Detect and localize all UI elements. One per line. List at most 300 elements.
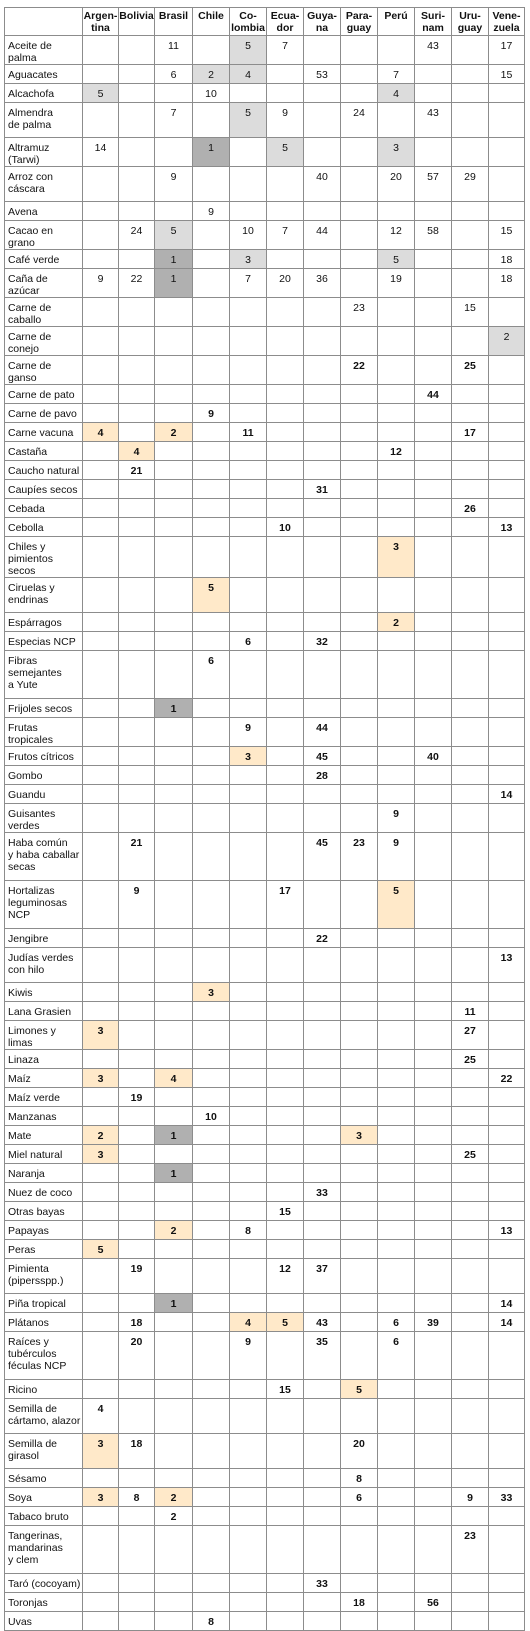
table-cell [415, 1574, 452, 1593]
row-label: Jengibre [5, 929, 83, 948]
table-cell [415, 578, 452, 613]
table-row [5, 103, 525, 138]
table-cell [267, 1164, 304, 1183]
table-cell [341, 1107, 378, 1126]
table-cell [415, 423, 452, 442]
table-cell: 2 [489, 327, 525, 356]
table-cell [415, 1183, 452, 1202]
table-row [5, 221, 525, 250]
table-cell: 8 [119, 1488, 155, 1507]
table-cell [193, 1221, 230, 1240]
table-cell: 9 [378, 804, 415, 833]
table-cell [230, 499, 267, 518]
row-label: Avena [5, 202, 83, 221]
table-cell [341, 385, 378, 404]
table-cell: 44 [304, 718, 341, 747]
table-cell [415, 1469, 452, 1488]
table-cell [267, 804, 304, 833]
table-cell [119, 747, 155, 766]
table-cell [267, 699, 304, 718]
row-label: Guandu [5, 785, 83, 804]
table-cell [378, 404, 415, 423]
table-cell [378, 651, 415, 699]
table-cell [415, 202, 452, 221]
table-cell [415, 804, 452, 833]
table-cell [193, 929, 230, 948]
table-cell: 5 [267, 138, 304, 167]
table-cell [489, 1202, 525, 1221]
table-cell [193, 613, 230, 632]
table-cell: 33 [304, 1574, 341, 1593]
table-cell [378, 298, 415, 327]
table-cell: 9 [230, 1332, 267, 1380]
table-row [5, 1050, 525, 1069]
table-cell [489, 718, 525, 747]
table-cell [452, 1612, 489, 1631]
table-cell [193, 1332, 230, 1380]
table-cell [267, 65, 304, 84]
table-cell [378, 929, 415, 948]
table-cell: 8 [193, 1612, 230, 1631]
table-row [5, 1259, 525, 1294]
column-header: Para- guay [341, 8, 378, 36]
table-cell [489, 881, 525, 929]
column-header: Ecua- dor [267, 8, 304, 36]
table-cell [415, 537, 452, 578]
table-cell [267, 480, 304, 499]
table-cell [119, 537, 155, 578]
table-cell [83, 65, 119, 84]
table-cell [119, 1164, 155, 1183]
table-cell [155, 1574, 193, 1593]
table-cell [489, 202, 525, 221]
table-cell [341, 699, 378, 718]
table-cell [267, 983, 304, 1002]
table-cell [489, 1434, 525, 1469]
table-cell [119, 1021, 155, 1050]
table-row [5, 269, 525, 298]
table-cell [267, 202, 304, 221]
table-cell [230, 442, 267, 461]
table-cell [378, 632, 415, 651]
table-cell [119, 804, 155, 833]
table-cell: 9 [452, 1488, 489, 1507]
table-cell: 12 [267, 1259, 304, 1294]
table-cell [378, 747, 415, 766]
column-header: Perú [378, 8, 415, 36]
table-cell: 57 [415, 167, 452, 202]
table-cell: 5 [230, 103, 267, 138]
table-cell [304, 1202, 341, 1221]
table-cell: 5 [378, 881, 415, 929]
table-row [5, 699, 525, 718]
table-cell [415, 1021, 452, 1050]
table-cell: 3 [83, 1021, 119, 1050]
table-cell [119, 1399, 155, 1434]
table-cell [267, 1069, 304, 1088]
table-cell [83, 385, 119, 404]
table-cell [193, 881, 230, 929]
table-cell [230, 1183, 267, 1202]
table-cell [378, 1507, 415, 1526]
table-cell [452, 1183, 489, 1202]
table-cell [119, 1183, 155, 1202]
table-cell [230, 651, 267, 699]
table-cell [230, 480, 267, 499]
table-cell [267, 250, 304, 269]
row-label: Taró (cocoyam) [5, 1574, 83, 1593]
table-cell [341, 766, 378, 785]
table-cell: 3 [83, 1145, 119, 1164]
table-cell [230, 1612, 267, 1631]
row-label: Toronjas [5, 1593, 83, 1612]
table-cell [452, 518, 489, 537]
table-cell [304, 423, 341, 442]
table-cell [119, 632, 155, 651]
row-label: Hortalizas leguminosas NCP [5, 881, 83, 929]
row-label: Tangerinas, mandarinas y clem [5, 1526, 83, 1574]
table-cell [155, 651, 193, 699]
table-cell [155, 84, 193, 103]
table-cell [193, 1202, 230, 1221]
table-cell [415, 269, 452, 298]
table-cell [230, 1507, 267, 1526]
table-cell [341, 1399, 378, 1434]
table-cell [193, 1240, 230, 1259]
table-cell [155, 404, 193, 423]
table-row [5, 1380, 525, 1399]
table-cell [230, 1145, 267, 1164]
table-cell [155, 881, 193, 929]
table-cell [230, 929, 267, 948]
table-cell [83, 804, 119, 833]
table-cell [119, 613, 155, 632]
table-cell [155, 385, 193, 404]
table-cell [193, 1183, 230, 1202]
table-cell: 36 [304, 269, 341, 298]
row-label: Papayas [5, 1221, 83, 1240]
row-label: Aguacates [5, 65, 83, 84]
table-cell [193, 1526, 230, 1574]
table-cell [415, 1612, 452, 1631]
table-cell [341, 480, 378, 499]
table-cell [341, 929, 378, 948]
table-cell [304, 404, 341, 423]
table-cell: 25 [452, 356, 489, 385]
table-cell [415, 613, 452, 632]
table-cell [304, 1399, 341, 1434]
row-label: Almendra de palma [5, 103, 83, 138]
table-cell [304, 518, 341, 537]
table-cell [415, 1221, 452, 1240]
table-cell [415, 1332, 452, 1380]
table-cell: 19 [378, 269, 415, 298]
table-cell [119, 1221, 155, 1240]
table-cell [452, 138, 489, 167]
row-label: Nuez de coco [5, 1183, 83, 1202]
table-cell [230, 1294, 267, 1313]
row-label: Cebada [5, 499, 83, 518]
row-label: Pimienta (pipersspp.) [5, 1259, 83, 1294]
table-cell [230, 948, 267, 983]
table-cell [489, 1088, 525, 1107]
table-cell: 5 [230, 36, 267, 65]
table-cell [452, 1294, 489, 1313]
table-row [5, 948, 525, 983]
table-cell [119, 983, 155, 1002]
table-cell [489, 1380, 525, 1399]
table-cell [83, 1183, 119, 1202]
table-cell [193, 1399, 230, 1434]
table-cell [489, 1002, 525, 1021]
table-cell [341, 1002, 378, 1021]
table-cell [452, 1574, 489, 1593]
table-cell: 18 [341, 1593, 378, 1612]
table-cell [155, 1002, 193, 1021]
table-cell: 8 [341, 1469, 378, 1488]
table-cell [155, 202, 193, 221]
table-cell [83, 461, 119, 480]
table-cell [415, 1294, 452, 1313]
table-cell: 58 [415, 221, 452, 250]
table-cell [230, 1202, 267, 1221]
table-cell: 26 [452, 499, 489, 518]
table-cell [267, 1021, 304, 1050]
table-cell [304, 36, 341, 65]
table-cell [230, 1240, 267, 1259]
table-cell: 31 [304, 480, 341, 499]
table-cell [415, 929, 452, 948]
table-cell [193, 537, 230, 578]
table-cell [83, 948, 119, 983]
table-cell: 13 [489, 1221, 525, 1240]
table-cell: 3 [341, 1126, 378, 1145]
table-cell [119, 766, 155, 785]
table-cell [452, 269, 489, 298]
table-cell: 40 [415, 747, 452, 766]
table-cell [341, 1021, 378, 1050]
table-cell [119, 356, 155, 385]
table-cell: 25 [452, 1050, 489, 1069]
table-cell [304, 250, 341, 269]
row-label: Gombo [5, 766, 83, 785]
table-cell [267, 1183, 304, 1202]
table-cell [230, 1069, 267, 1088]
table-cell [119, 480, 155, 499]
column-header: Vene- zuela [489, 8, 525, 36]
table-row [5, 1164, 525, 1183]
table-cell [119, 1507, 155, 1526]
table-cell [267, 1488, 304, 1507]
table-cell [304, 1469, 341, 1488]
table-cell [415, 1259, 452, 1294]
table-cell [452, 929, 489, 948]
table-cell [267, 651, 304, 699]
table-cell [415, 1380, 452, 1399]
table-row [5, 1202, 525, 1221]
table-cell [230, 881, 267, 929]
table-cell [304, 651, 341, 699]
table-cell [83, 929, 119, 948]
table-cell [230, 518, 267, 537]
table-cell [452, 1313, 489, 1332]
table-row [5, 36, 525, 65]
table-cell [193, 699, 230, 718]
table-cell: 10 [230, 221, 267, 250]
table-cell [415, 718, 452, 747]
table-cell [83, 651, 119, 699]
table-cell: 5 [155, 221, 193, 250]
row-label: Caña de azúcar [5, 269, 83, 298]
table-cell [341, 1526, 378, 1574]
table-cell [489, 1050, 525, 1069]
table-cell [489, 167, 525, 202]
table-cell [304, 537, 341, 578]
table-cell: 6 [193, 651, 230, 699]
table-cell [452, 1593, 489, 1612]
table-cell [193, 103, 230, 138]
table-cell [193, 804, 230, 833]
table-row [5, 747, 525, 766]
table-cell [378, 1612, 415, 1631]
table-cell [230, 1399, 267, 1434]
table-cell [267, 167, 304, 202]
table-cell [304, 1050, 341, 1069]
table-cell [83, 356, 119, 385]
table-cell [452, 1069, 489, 1088]
table-cell [378, 699, 415, 718]
table-cell [452, 103, 489, 138]
table-cell [119, 1469, 155, 1488]
table-cell [267, 833, 304, 881]
table-cell [341, 36, 378, 65]
table-cell [489, 404, 525, 423]
table-cell [119, 103, 155, 138]
table-cell [304, 356, 341, 385]
row-label: Semilla de cártamo, alazor [5, 1399, 83, 1434]
row-label: Miel natural [5, 1145, 83, 1164]
table-cell [341, 138, 378, 167]
table-cell [489, 699, 525, 718]
table-cell: 18 [489, 269, 525, 298]
table-cell [415, 881, 452, 929]
table-cell [267, 423, 304, 442]
table-cell [155, 461, 193, 480]
table-cell [193, 1021, 230, 1050]
crop-country-table-container [4, 7, 525, 1631]
table-cell [452, 480, 489, 499]
table-cell [452, 785, 489, 804]
table-cell [83, 1469, 119, 1488]
table-cell [304, 1021, 341, 1050]
row-label: Manzanas [5, 1107, 83, 1126]
table-cell [415, 327, 452, 356]
table-cell [267, 327, 304, 356]
table-cell [155, 718, 193, 747]
table-cell [341, 250, 378, 269]
table-cell [83, 1294, 119, 1313]
table-cell [378, 202, 415, 221]
table-cell [489, 1574, 525, 1593]
table-cell [489, 356, 525, 385]
table-cell [378, 1145, 415, 1164]
table-row [5, 1021, 525, 1050]
table-cell [230, 385, 267, 404]
table-cell [378, 1021, 415, 1050]
table-cell [83, 785, 119, 804]
table-cell [304, 461, 341, 480]
table-cell [230, 327, 267, 356]
table-cell: 5 [83, 84, 119, 103]
table-cell [230, 167, 267, 202]
table-cell [415, 480, 452, 499]
table-cell [489, 480, 525, 499]
table-cell [452, 632, 489, 651]
table-cell [193, 1593, 230, 1612]
table-cell [341, 804, 378, 833]
table-cell [230, 785, 267, 804]
table-cell [341, 1088, 378, 1107]
row-label: Carne vacuna [5, 423, 83, 442]
table-cell: 45 [304, 833, 341, 881]
table-cell [230, 613, 267, 632]
table-cell [267, 1050, 304, 1069]
table-cell [83, 613, 119, 632]
table-cell [119, 1593, 155, 1612]
table-cell [378, 1240, 415, 1259]
table-row [5, 518, 525, 537]
table-cell [193, 167, 230, 202]
table-cell: 9 [83, 269, 119, 298]
table-row [5, 356, 525, 385]
table-cell [378, 480, 415, 499]
table-cell: 9 [230, 718, 267, 747]
table-cell [193, 423, 230, 442]
table-cell [230, 1050, 267, 1069]
table-cell [304, 1240, 341, 1259]
table-cell: 6 [378, 1313, 415, 1332]
table-row [5, 804, 525, 833]
table-cell [155, 1050, 193, 1069]
table-cell [155, 1313, 193, 1332]
table-row [5, 423, 525, 442]
table-cell [415, 356, 452, 385]
table-cell [304, 948, 341, 983]
table-cell: 4 [119, 442, 155, 461]
row-label: Arroz con cáscara [5, 167, 83, 202]
table-cell [267, 929, 304, 948]
table-cell [230, 1126, 267, 1145]
table-cell [119, 423, 155, 442]
table-cell [193, 766, 230, 785]
table-cell: 7 [267, 36, 304, 65]
table-cell [193, 327, 230, 356]
table-cell: 1 [155, 269, 193, 298]
row-label: Piña tropical [5, 1294, 83, 1313]
column-header: Argen- tina [83, 8, 119, 36]
table-cell: 1 [155, 1126, 193, 1145]
table-cell [155, 1259, 193, 1294]
table-cell [304, 1088, 341, 1107]
column-header: Uru- guay [452, 8, 489, 36]
table-cell [304, 499, 341, 518]
table-cell: 20 [341, 1434, 378, 1469]
table-cell [341, 461, 378, 480]
table-cell [193, 442, 230, 461]
table-row [5, 138, 525, 167]
row-label: Carne de ganso [5, 356, 83, 385]
table-cell [83, 298, 119, 327]
